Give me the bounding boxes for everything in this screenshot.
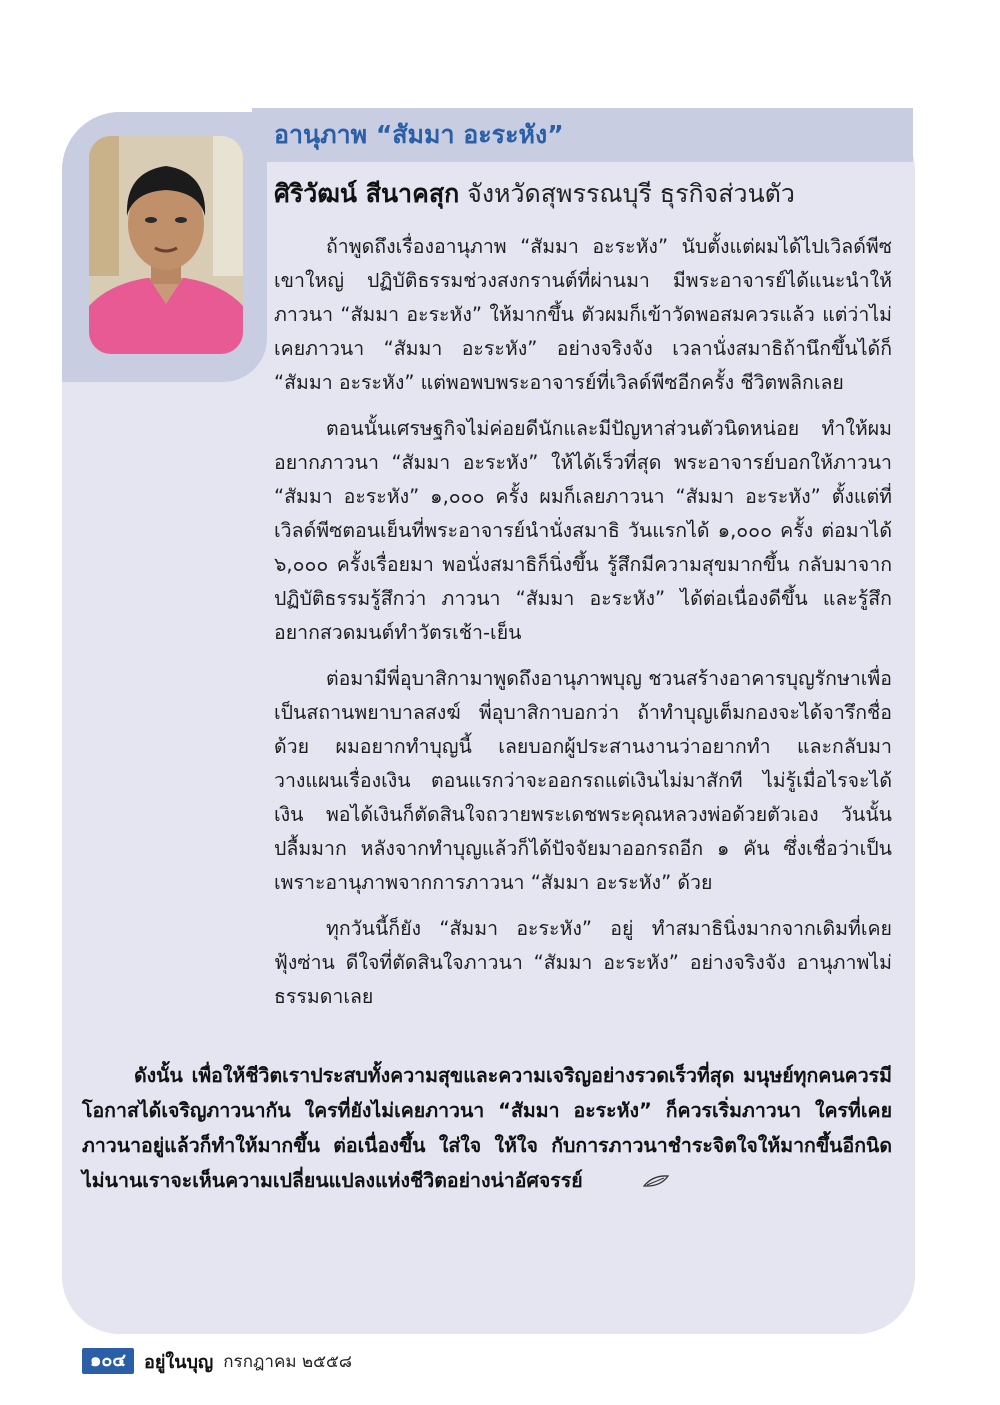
- leaf-end-mark-icon: [591, 1164, 669, 1199]
- issue-date: กรกฎาคม ๒๕๕๘: [223, 1351, 352, 1372]
- conclusion-paragraph: [82, 1058, 892, 1199]
- author-byline: [274, 176, 795, 212]
- paragraph: ถ้าพูดถึงเรื่องอานุภาพ “สัมมา อะระหัง” นับตั้งแต่ผมได้ไปเวิลด์พีซเขาใหญ่ ปฏิบัติธรรมช่วงสงกรานต์ที่ผ่านมา มีพระอาจารย์ได้แนะนำให้ภาวนา “สัมมา อะระหัง” ให้มากขึ้น ตัวผมก็เข้าวัดพอสมควรแล้ว แต่ว่าไม่เคยภาวนา “สัมมา อะระหัง” อย่างจริงจัง เวลานั่งสมาธิถ้านึกขึ้นได้ก็ “สัมมา อะระหัง” แต่พอพบพระอาจารย์ที่เวิลด์พีซอีกครั้ง ชีวิตพลิกเลย: [274, 235, 892, 394]
- page-number: ๑๐๔: [82, 1348, 134, 1374]
- paragraph: ต่อมามีพี่อุบาสิกามาพูดถึงอานุภาพบุญ ชวนสร้างอาคารบุญรักษาเพื่อเป็นสถานพยาบาลสงฆ์ พี่อุบาสิกาบอกว่า ถ้าทำบุญเต็มกองจะได้จารึกชื่อด้วย ผมอยากทำบุญนี้ เลยบอกผู้ประสานงานว่าอยากทำ และกลับมาวางแผนเรื่องเงิน ตอนแรกว่าจะออกรถแต่เงินไม่มาสักที ไม่รู้เมื่อไรจะได้เงิน พอได้เงินก็ตัดสินใจถวายพระเดชพระคุณหลวงพ่อด้วยตัวเอง วันนั้นปลื้มมาก หลังจากทำบุญแล้วก็ได้ปัจจัยมาออกรถอีก ๑ คัน ซึ่งเชื่อว่าเป็นเพราะอานุภาพจากการภาวนา “สัมมา อะระหัง” ด้วย: [274, 667, 892, 894]
- paragraph: ทุกวันนี้ก็ยัง “สัมมา อะระหัง” อยู่ ทำสมาธินิ่งมากจากเดิมที่เคยฟุ้งซ่าน ดีใจที่ตัดสินใจภาวนา “สัมมา อะระหัง” อย่างจริงจัง อานุภาพไม่ธรรมดาเลย: [274, 917, 892, 1008]
- author-info: จังหวัดสุพรรณบุรี ธุรกิจส่วนตัว: [467, 179, 795, 208]
- portrait-image: [89, 136, 243, 354]
- author-photo: [89, 136, 243, 354]
- paragraph: ตอนนั้นเศรษฐกิจไม่ค่อยดีนักและมีปัญหาส่วนตัวนิดหน่อย ทำให้ผมอยากภาวนา “สัมมา อะระหัง” ให้ได้เร็วที่สุด พระอาจารย์บอกให้ภาวนา “สัมมา อะระหัง” ๑,๐๐๐ ครั้ง ผมก็เลยภาวนา “สัมมา อะระหัง” ตั้งแต่ที่เวิลด์พีซตอนเย็นที่พระอาจารย์นำนั่งสมาธิ วันแรกได้ ๑,๐๐๐ ครั้ง ต่อมาได้ ๖,๐๐๐ ครั้งเรื่อยมา พอนั่งสมาธิก็นิ่งขึ้น รู้สึกมีความสุขมากขึ้น กลับมาจากปฏิบัติธรรมรู้สึกว่า ภาวนา “สัมมา อะระหัง” ได้ต่อเนื่องดีขึ้น และรู้สึกอยากสวดมนต์ทำวัตรเช้า-เย็น: [274, 417, 892, 644]
- author-name: ศิริวัฒน์ สีนาคสุก: [274, 179, 460, 208]
- magazine-title: อยู่ในบุญ: [144, 1351, 214, 1373]
- article-body: [274, 230, 892, 1026]
- article-title: อานุภาพ “สัมมา อะระหัง”: [274, 120, 564, 149]
- conclusion-text: ดังนั้น เพื่อให้ชีวิตเราประสบทั้งความสุขและความเจริญอย่างรวดเร็วที่สุด มนุษย์ทุกคนควรมีโอกาสได้เจริญภาวนากัน ใครที่ยังไม่เคยภาวนา “สัมมา อะระหัง” ก็ควรเริ่มภาวนา ใครที่เคยภาวนาอยู่แล้วก็ทำให้มากขึ้น ต่อเนื่องขึ้น ใส่ใจ ให้ใจ กับการภาวนาชำระจิตใจให้มากขึ้นอีกนิด ไม่นานเราจะเห็นความเปลี่ยนแปลงแห่งชีวิตอย่างน่าอัศจรรย์: [82, 1064, 892, 1192]
- page-footer: [82, 1347, 352, 1375]
